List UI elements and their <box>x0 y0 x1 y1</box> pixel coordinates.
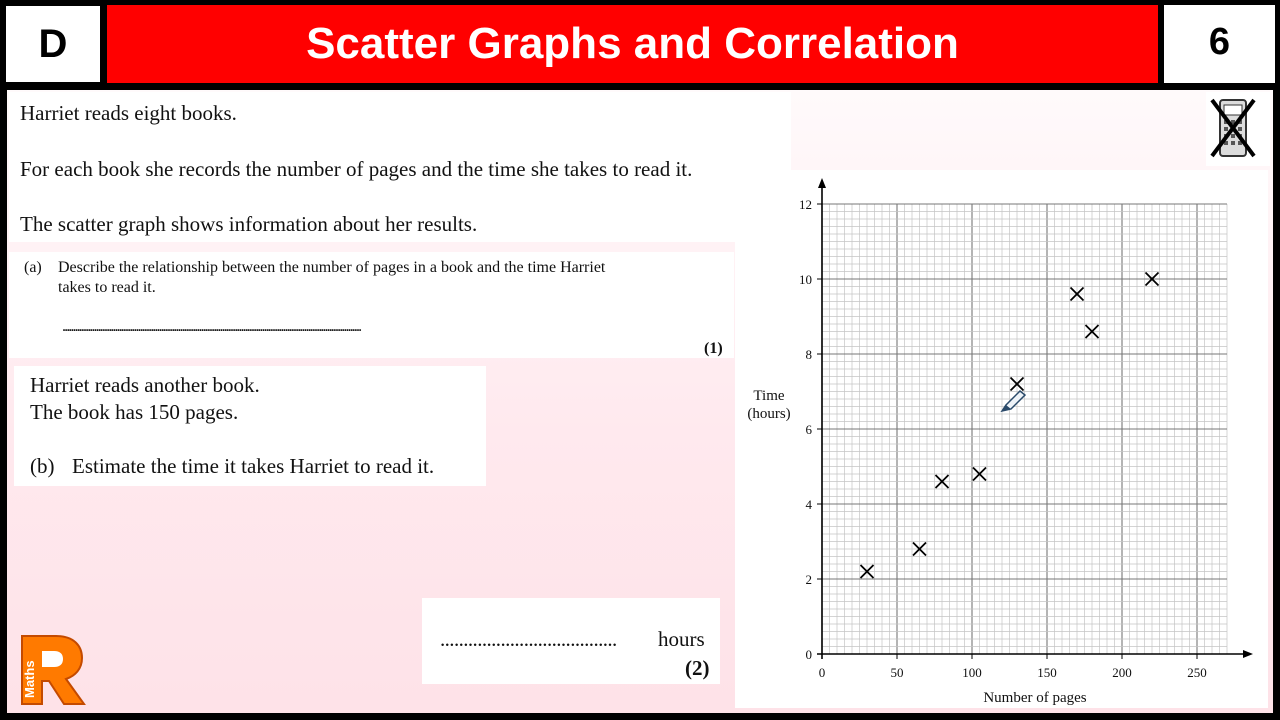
part-b-answer-line: ...................................... <box>440 627 617 651</box>
part-a-marks: (1) <box>704 340 723 357</box>
part-b-unit: hours <box>658 627 705 651</box>
pen-cursor-icon <box>998 387 1028 415</box>
part-a-question-line-1: Describe the relationship between the number of pages in a book and the time Harriet <box>58 259 606 276</box>
r-maths-logo <box>12 632 86 708</box>
part-b-marks: (2) <box>685 656 710 680</box>
part-a-label: (a) <box>24 259 42 276</box>
x-axis-arrow <box>1243 650 1253 658</box>
grade-badge: D <box>5 5 101 83</box>
y-tick-label: 8 <box>805 347 812 362</box>
x-axis-label: Number of pages <box>983 690 1087 706</box>
part-a-answer-line: .............................................................................................................................................. <box>62 318 361 335</box>
x-tick-label: 50 <box>890 665 904 680</box>
y-tick-label: 2 <box>805 572 812 587</box>
part-b-question: Estimate the time it takes Harriet to read it. <box>72 454 435 478</box>
part-b-label: (b) <box>30 454 55 478</box>
y-tick-label: 10 <box>799 272 812 287</box>
y-axis-label-line-1: Time <box>753 388 785 404</box>
y-axis-label-line-2: (hours) <box>747 406 791 422</box>
chart-grid <box>822 204 1227 654</box>
logo-text: Maths <box>22 660 37 698</box>
x-tick-label: 100 <box>962 665 982 680</box>
y-axis-arrow <box>818 178 826 188</box>
x-tick-label: 0 <box>818 665 826 680</box>
part-b-intro-line-2: The book has 150 pages. <box>30 400 239 424</box>
question-number: 6 <box>1164 5 1275 83</box>
y-tick-label: 12 <box>799 197 812 212</box>
y-tick-label: 6 <box>805 422 812 437</box>
scatter-graph <box>735 170 1268 708</box>
part-a-question-line-2: takes to read it. <box>58 279 156 296</box>
no-calculator-icon <box>1208 96 1258 160</box>
x-tick-label: 250 <box>1187 665 1207 680</box>
intro-line-3: The scatter graph shows information about her results. <box>20 212 478 236</box>
y-tick-label: 0 <box>805 647 812 662</box>
part-b-intro-line-1: Harriet reads another book. <box>30 373 260 397</box>
x-tick-label: 200 <box>1112 665 1132 680</box>
intro-line-2: For each book she records the number of pages and the time she takes to read it. <box>20 157 693 181</box>
intro-line-1: Harriet reads eight books. <box>20 101 237 125</box>
y-tick-label: 4 <box>805 497 812 512</box>
page-title: Scatter Graphs and Correlation <box>107 5 1158 83</box>
x-tick-label: 150 <box>1037 665 1057 680</box>
